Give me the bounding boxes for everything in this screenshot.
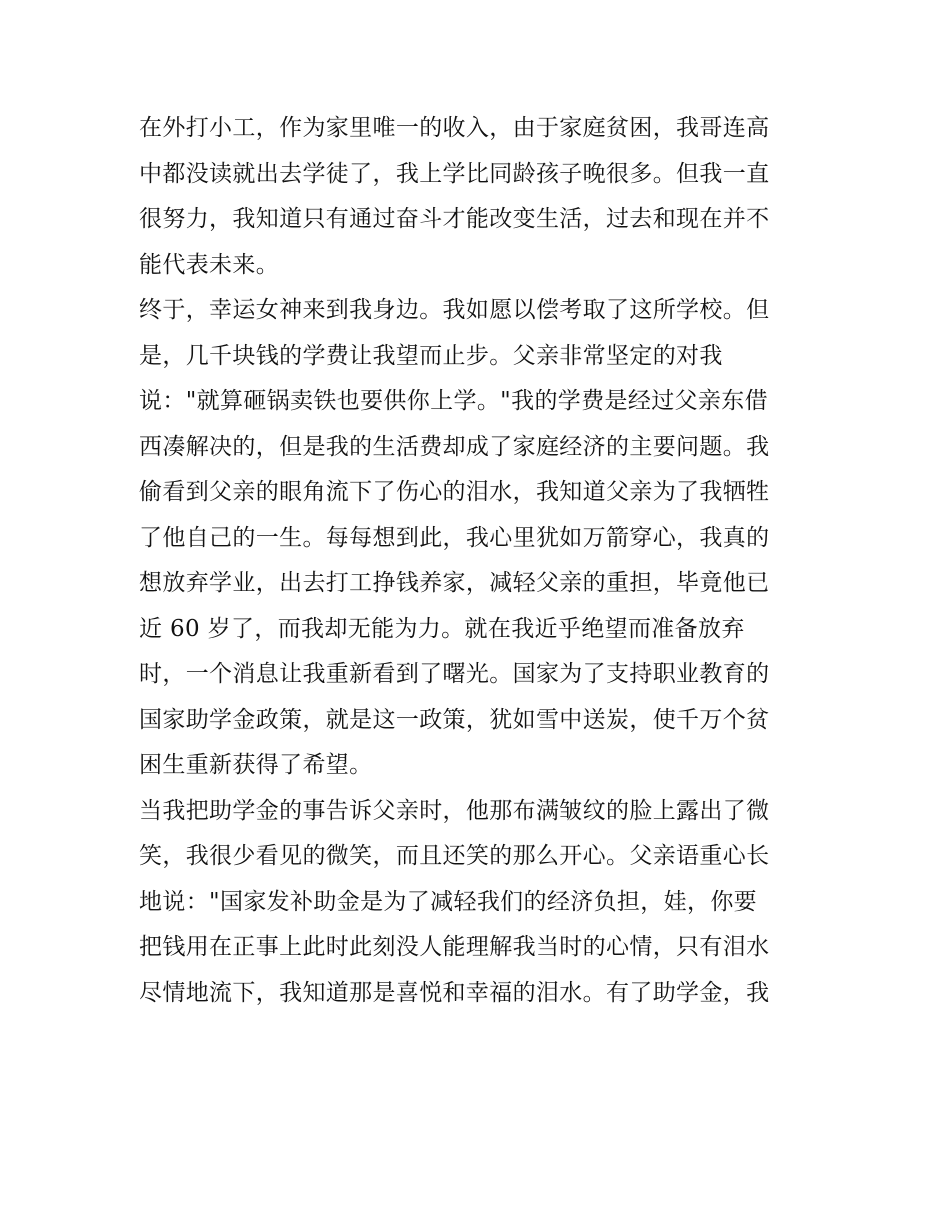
text-line-8: 西凑解决的，但是我的生活费却成了家庭经济的主要问题。我 [139,433,770,460]
text-line-14: 国家助学金政策，就是这一政策，犹如雪中送炭，使千万个贫 [139,706,770,733]
text-line-15: 困生重新获得了希望。 [139,752,373,778]
text-line-18: 地说："国家发补助金是为了减轻我们的经济负担，娃，你要 [139,888,758,915]
text-line-19: 把钱用在正事上此时此刻没人能理解我当时的心情，只有泪水 [139,934,770,960]
text-line-20: 尽情地流下，我知道那是喜悦和幸福的泪水。有了助学金，我 [139,979,770,1006]
essay-text [139,106,819,1016]
text-line-17: 笑，我很少看见的微笑，而且还笑的那么开心。父亲语重心长 [139,843,770,869]
text-line-5: 终于，幸运女神来到我身边。我如愿以偿考取了这所学校。但 [139,297,770,323]
text-line-4: 能代表未来。 [139,251,280,278]
text-line-2: 中都没读就出去学徒了，我上学比同龄孩子晚很多。但我一直 [139,160,770,187]
text-line-16: 当我把助学金的事告诉父亲时，他那布满皱纹的脸上露出了微 [139,797,770,824]
text-line-3: 很努力，我知道只有通过奋斗才能改变生活，过去和现在并不 [139,206,770,232]
text-line-7: 说："就算砸锅卖铁也要供你上学。"我的学费是经过父亲东借 [139,388,768,414]
text-line-11: 想放弃学业，出去打工挣钱养家，减轻父亲的重担，毕竟他已 [139,570,770,596]
text-line-10: 了他自己的一生。每每想到此，我心里犹如万箭穿心，我真的 [139,524,770,551]
text-line-9: 偷看到父亲的眼角流下了伤心的泪水，我知道父亲为了我牺牲 [139,479,770,505]
text-line-13: 时，一个消息让我重新看到了曙光。国家为了支持职业教育的 [139,661,770,687]
text-line-1: 在外打小工，作为家里唯一的收入，由于家庭贫困，我哥连高 [139,115,770,141]
text-line-6: 是，几千块钱的学费让我望而止步。父亲非常坚定的对我 [139,342,723,369]
text-line-12: 近 60 岁了，而我却无能为力。就在我近乎绝望而准备放弃 [139,615,745,642]
